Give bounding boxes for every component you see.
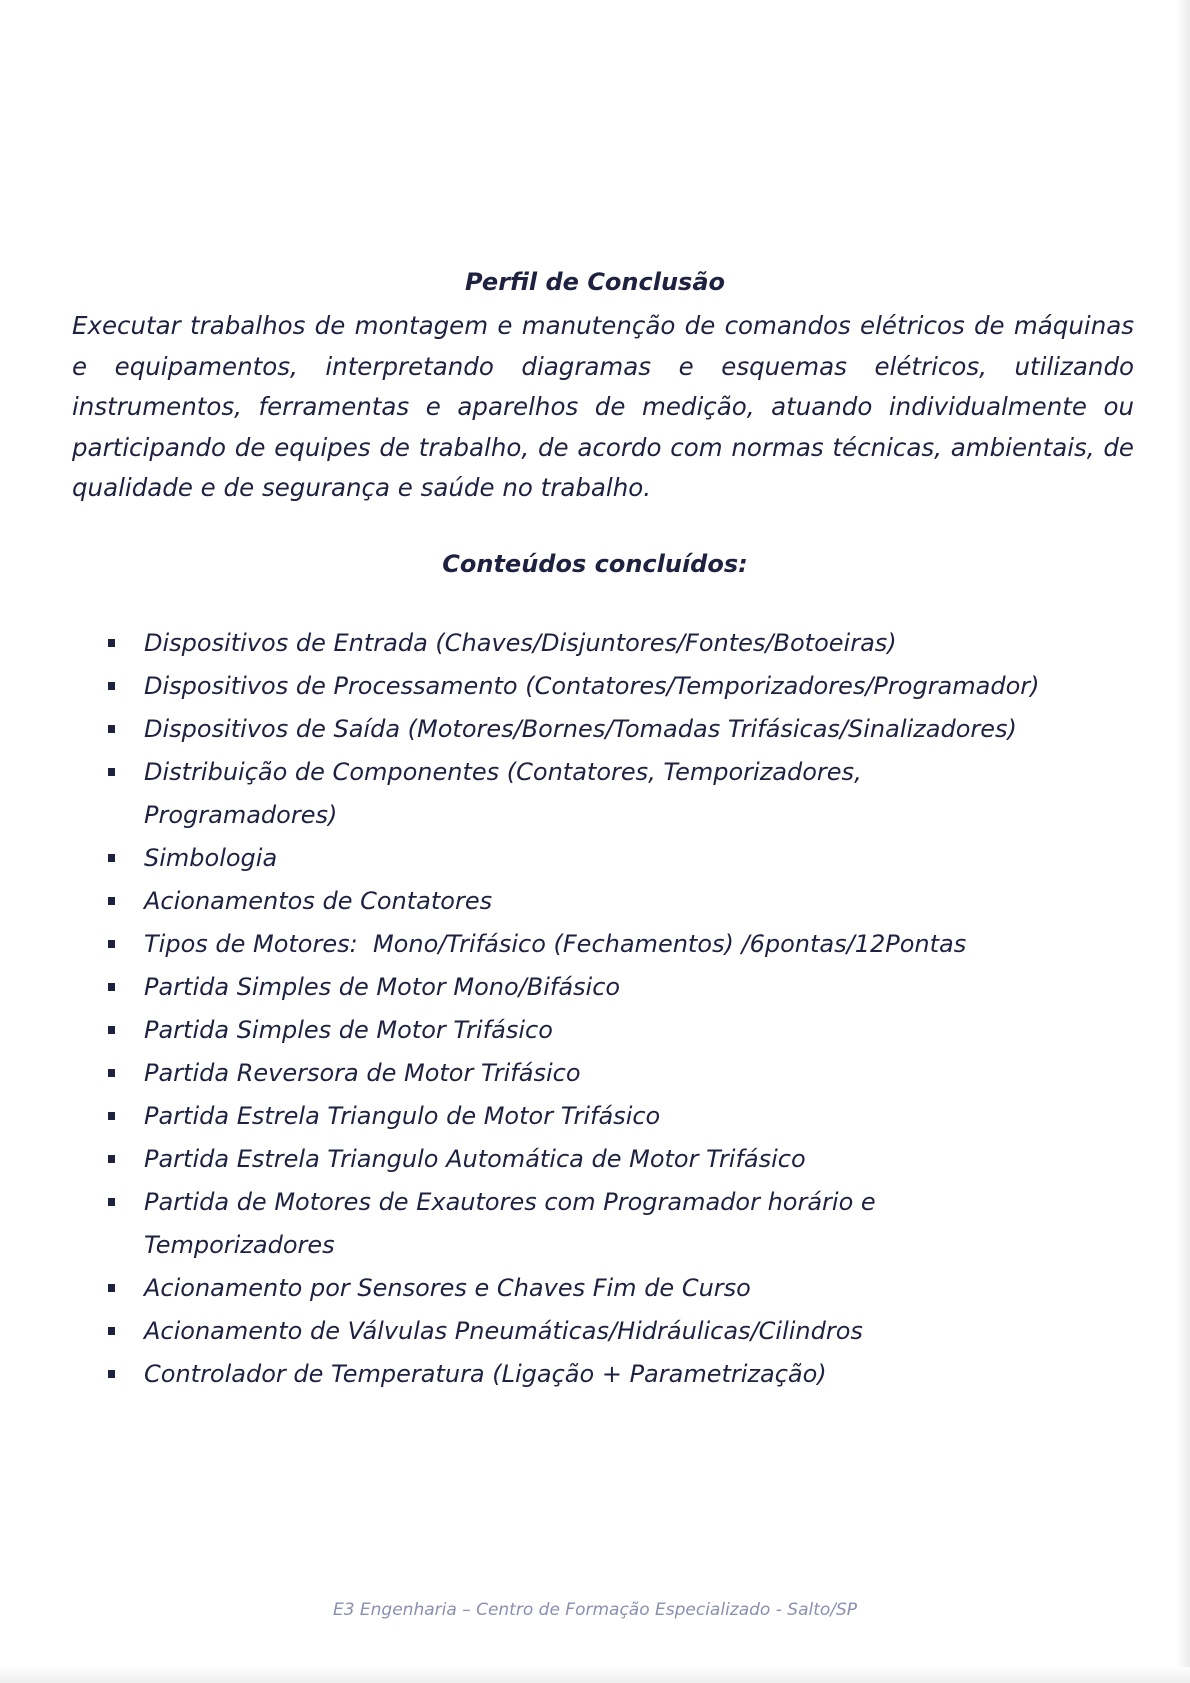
list-item — [100, 1052, 1140, 1095]
list-item — [100, 665, 1140, 708]
profile-paragraph: Executar trabalhos de montagem e manutenção de comandos elétricos de máquinas e equipamentos, interpretando diagramas e esquemas elétricos, utilizando instrumentos, ferramentas e aparelhos de medição, atuando individualmente ou participando de equipes de trabalho, de acordo com normas técnicas, ambientais, de qualidade e de segurança e saúde no trabalho. — [72, 311, 1134, 502]
contents-title: Conteúdos concluídos: — [442, 550, 748, 578]
list-item — [100, 1353, 1140, 1396]
list-item — [100, 880, 1140, 923]
list-item — [100, 1267, 1140, 1310]
bullet-icon — [108, 983, 115, 991]
bullet-icon — [108, 1370, 115, 1378]
list-item-text: Acionamento de Válvulas Pneumáticas/Hidráulicas/Cilindros — [144, 1317, 863, 1345]
list-item — [100, 708, 1140, 751]
bullet-icon — [108, 854, 115, 862]
list-item-text: Partida Estrela Triangulo de Motor Trifásico — [144, 1102, 661, 1130]
bullet-icon — [108, 940, 115, 948]
list-item-text: Partida Simples de Motor Trifásico — [144, 1016, 553, 1044]
list-item — [100, 622, 1140, 665]
list-item — [100, 751, 924, 837]
list-item-text: Controlador de Temperatura (Ligação + Parametrização) — [144, 1360, 827, 1388]
scan-edge-shading — [1176, 0, 1190, 1683]
list-item-text: Simbologia — [144, 844, 278, 872]
list-item-text: Partida Reversora de Motor Trifásico — [144, 1059, 581, 1087]
bullet-icon — [108, 897, 115, 905]
list-item-text: Distribuição de Componentes (Contatores, Temporizadores, Programadores) — [144, 758, 862, 829]
list-item-text: Acionamentos de Contatores — [144, 887, 493, 915]
list-item-text: Dispositivos de Processamento (Contatores/Temporizadores/Programador) — [144, 672, 1040, 700]
list-item — [100, 1181, 994, 1267]
list-item — [100, 1310, 1140, 1353]
bullet-icon — [108, 1327, 115, 1335]
list-item-text: Partida Estrela Triangulo Automática de Motor Trifásico — [144, 1145, 806, 1173]
scan-bottom-shading — [0, 1667, 1190, 1683]
list-item-text: Partida Simples de Motor Mono/Bifásico — [144, 973, 621, 1001]
bullet-icon — [108, 1112, 115, 1120]
list-item-text: Acionamento por Sensores e Chaves Fim de Curso — [144, 1274, 751, 1302]
list-item-text: Dispositivos de Entrada (Chaves/Disjuntores/Fontes/Botoeiras) — [144, 629, 897, 657]
bullet-icon — [108, 1026, 115, 1034]
profile-title: Perfil de Conclusão — [464, 268, 726, 296]
list-item — [100, 923, 1140, 966]
list-item — [100, 966, 1140, 1009]
bullet-icon — [108, 1155, 115, 1163]
list-item-text: Tipos de Motores: Mono/Trifásico (Fechamentos) /6pontas/12Pontas — [144, 930, 967, 958]
list-item — [100, 1095, 1140, 1138]
bullet-icon — [108, 725, 115, 733]
list-item — [100, 1138, 1140, 1181]
contents-list — [100, 622, 1140, 1396]
list-item — [100, 837, 1140, 880]
bullet-icon — [108, 1284, 115, 1292]
list-item-text: Partida de Motores de Exautores com Programador horário e Temporizadores — [144, 1188, 876, 1259]
bullet-icon — [108, 639, 115, 647]
bullet-icon — [108, 1069, 115, 1077]
list-item-text: Dispositivos de Saída (Motores/Bornes/Tomadas Trifásicas/Sinalizadores) — [144, 715, 1017, 743]
bullet-icon — [108, 768, 115, 776]
footer-text: E3 Engenharia – Centro de Formação Especializado - Salto/SP — [332, 1600, 858, 1620]
bullet-icon — [108, 1198, 115, 1206]
bullet-icon — [108, 682, 115, 690]
list-item — [100, 1009, 1140, 1052]
